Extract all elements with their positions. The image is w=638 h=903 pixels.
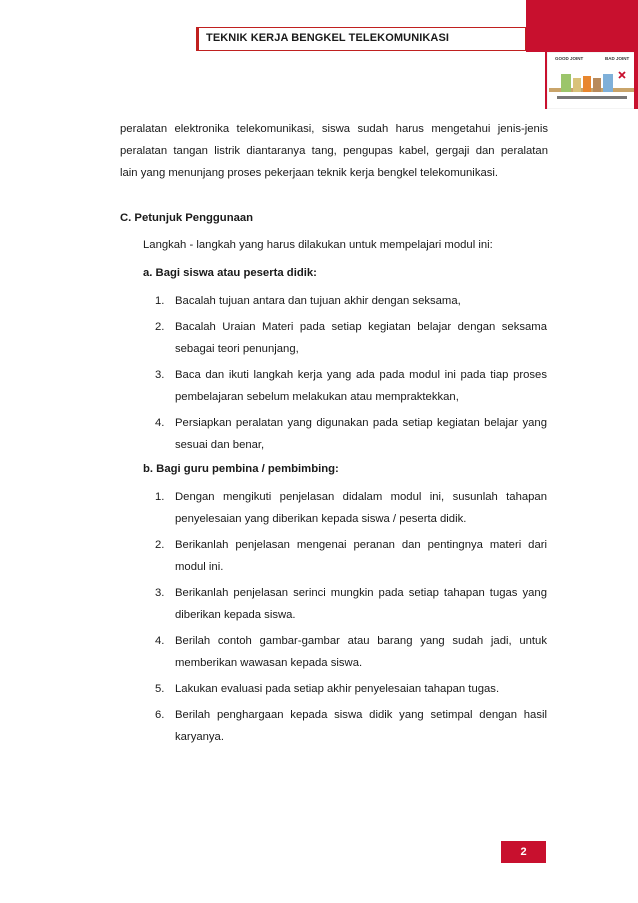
header-bar	[196, 27, 526, 51]
list-text: Dengan mengikuti penjelasan didalam modul ini, susunlah tahapan penyelesaian yang diberikan kepada siswa / peserta didik.	[175, 491, 547, 525]
list-text: Bacalah Uraian Materi pada setiap kegiatan belajar dengan seksama sebagai teori penunjang,	[175, 321, 547, 355]
intro-line: lain yang menunjang proses pekerjaan teknik kerja bengkel telekomunikasi.	[120, 167, 499, 179]
guru-list	[155, 486, 547, 752]
list-item	[155, 678, 547, 700]
list-number: 3.	[155, 587, 165, 599]
document-header-title: TEKNIK KERJA BENGKEL TELEKOMUNIKASI	[206, 32, 450, 44]
list-number: 4.	[155, 635, 165, 647]
list-item	[155, 316, 547, 360]
list-text: Bacalah tujuan antara dan tujuan akhir dengan seksama,	[175, 295, 461, 307]
list-item	[155, 364, 547, 408]
list-text: Berilah contoh gambar-gambar atau barang yang sudah jadi, untuk memberikan wawasan kepada siswa.	[175, 635, 547, 669]
list-text: Persiapkan peralatan yang digunakan pada setiap kegiatan belajar yang sesuai dan benar,	[175, 417, 547, 451]
siswa-list	[155, 290, 547, 460]
list-item	[155, 486, 547, 530]
list-item	[155, 582, 547, 626]
section-lead: Langkah - langkah yang harus dilakukan untuk mempelajari modul ini:	[143, 239, 493, 251]
list-number: 5.	[155, 683, 165, 695]
header-red-strip	[634, 52, 638, 109]
list-item	[155, 534, 547, 578]
intro-line: peralatan tangan listrik diantaranya tang, pengupas kabel, gergaji dan peralatan	[120, 145, 548, 157]
list-number: 4.	[155, 417, 165, 429]
list-number: 6.	[155, 709, 165, 721]
list-number: 1.	[155, 295, 165, 307]
list-number: 2.	[155, 539, 165, 551]
list-text: Lakukan evaluasi pada setiap akhir penyelesaian tahapan tugas.	[175, 683, 500, 695]
list-number: 2.	[155, 321, 165, 333]
header-red-block	[526, 0, 638, 52]
section-heading: C. Petunjuk Penggunaan	[120, 212, 254, 224]
subsection-heading-guru: b. Bagi guru pembina / pembimbing:	[143, 463, 339, 475]
list-number: 3.	[155, 369, 165, 381]
list-text: Baca dan ikuti langkah kerja yang ada pada modul ini pada tiap proses pembelajaran sebelum melakukan atau mempraktekkan,	[175, 369, 547, 403]
bad-joint-label: BAD JOINT	[605, 56, 630, 61]
page-number: 2	[501, 841, 546, 863]
good-joint-label: GOOD JOINT	[555, 56, 584, 61]
solder-joint-illustration	[545, 52, 638, 109]
list-text: Berikanlah penjelasan serinci mungkin pada setiap tahapan tugas yang diberikan kepada siswa.	[175, 587, 547, 621]
list-item	[155, 630, 547, 674]
intro-line: peralatan elektronika telekomunikasi, siswa sudah harus mengetahui jenis-jenis	[120, 123, 548, 135]
list-text: Berikanlah penjelasan mengenai peranan dan pentingnya materi dari modul ini.	[175, 539, 547, 573]
list-text: Berilah penghargaan kepada siswa didik yang setimpal dengan hasil karyanya.	[175, 709, 547, 743]
list-item	[155, 704, 547, 748]
list-number: 1.	[155, 491, 165, 503]
list-item	[155, 412, 547, 456]
intro-paragraph	[120, 118, 548, 184]
subsection-heading-siswa: a. Bagi siswa atau peserta didik:	[143, 267, 317, 279]
list-item	[155, 290, 547, 312]
